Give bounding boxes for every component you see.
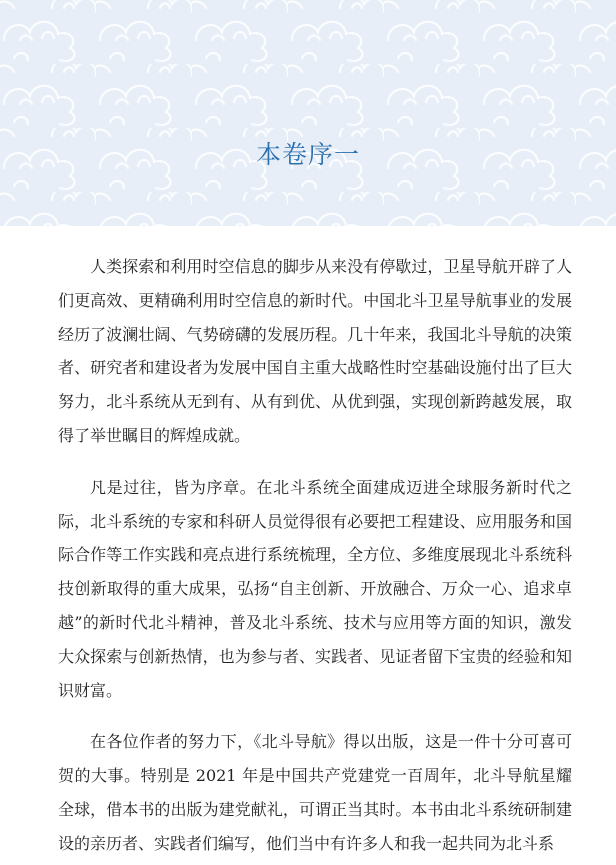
page-title: 本卷序一 <box>255 140 360 169</box>
paragraph-3: 在各位作者的努力下，《北斗导航》得以出版，这是一件十分可喜可贺的大事。特别是 2021 年是中国共产党建党一百周年，北斗导航星耀全球，借本书的出版为建党献礼，可谓正当其时。本书由北斗系统研制建设的亲历者、实践者们编写，他们当中有许多人和我一起共同为北斗系 <box>58 732 572 853</box>
preface-body <box>58 250 572 865</box>
header-banner <box>0 0 616 226</box>
cloud-pattern-decoration <box>0 0 616 226</box>
paragraph-1: 人类探索和利用时空信息的脚步从来没有停歇过，卫星导航开辟了人们更高效、更精确利用时空信息的新时代。中国北斗卫星导航事业的发展经历了波澜壮阔、气势磅礴的发展历程。几十年来，我国北斗导航的决策者、研究者和建设者为发展中国自主重大战略性时空基础设施付出了巨大努力，北斗系统从无到有、从有到优、从优到强，实现创新跨越发展，取得了举世瞩目的辉煌成就。 <box>58 257 572 445</box>
paragraph-2: 凡是过往，皆为序章。在北斗系统全面建成迈进全球服务新时代之际，北斗系统的专家和科研人员觉得很有必要把工程建设、应用服务和国际合作等工作实践和亮点进行系统梳理，全方位、多维度展现北斗系统科技创新取得的重大成果，弘扬“自主创新、开放融合、万众一心、追求卓越”的新时代北斗精神，普及北斗系统、技术与应用等方面的知识，激发大众探索与创新热情，也为参与者、实践者、见证者留下宝贵的经验和知识财富。 <box>58 477 572 700</box>
